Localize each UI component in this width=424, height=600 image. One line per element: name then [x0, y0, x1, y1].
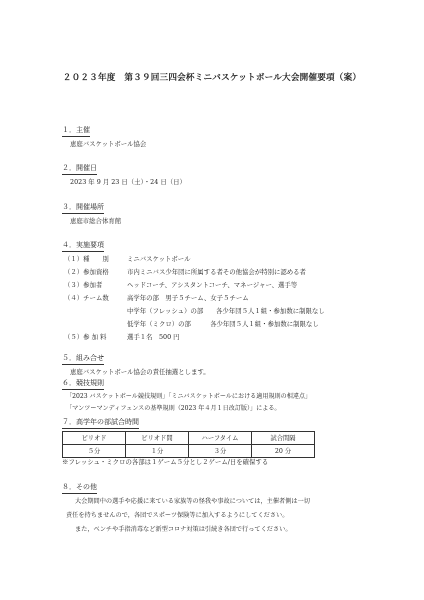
venue-text: 恵庭市総合体育館: [70, 217, 122, 225]
section-1-heading: １．主催: [62, 126, 90, 137]
rules-line-1: 「2023 バスケットボール競技規則」「ミニバスケットボールにおける適用規則の相違点」: [66, 393, 312, 400]
table-header-row: [63, 432, 315, 445]
other-line-1: 大会期間中の選手や応援に来ている家族等の怪我や事故については，主催者側は一切: [75, 498, 310, 505]
table-note: ※フレッシュ・ミクロの各部は１ゲーム５分とし２ゲーム/日を確保する: [62, 458, 269, 466]
section-8-heading: ８．その他: [62, 483, 97, 494]
list-item: [127, 307, 325, 316]
table-cell: 20 分: [252, 445, 315, 458]
table-header-cell: ハーフタイム: [189, 432, 252, 445]
list-item: [64, 281, 297, 290]
draw-text: 恵庭バスケットボール協会の責任抽選とします。: [70, 368, 210, 376]
table-row: [63, 445, 315, 458]
item-value: 低学年（ミクロ）の部 各少年団５人１組・参加数に制限なし: [127, 320, 319, 328]
section-4-heading: ４．実施要項: [62, 241, 104, 252]
table-cell: １分: [126, 445, 189, 458]
item-label: （５）参 加 料: [64, 333, 107, 341]
item-value: 市内ミニバス少年団に所属する者その他協会が特別に認める者: [127, 268, 306, 276]
list-item: [64, 268, 306, 277]
list-item: [64, 333, 180, 342]
table-cell: ３分: [189, 445, 252, 458]
item-value: 中学年（フレッシュ）の部 各少年団５人１組・参加数に制限なし: [127, 307, 325, 315]
document-title: ２０２３年度 第３９回三四会杯ミニバスケットボール大会開催要項（案）: [62, 73, 362, 83]
item-value: 高学年の部 男子５チーム、女子５チーム: [127, 294, 249, 302]
list-item: [127, 320, 319, 329]
list-item: [64, 294, 249, 303]
list-item: [64, 255, 190, 264]
item-label: （３）参加者: [64, 281, 103, 289]
event-date-text: 2023 年 9 月 23 日（土）・24 日（日）: [70, 178, 186, 186]
table-header-cell: ピリオド: [63, 432, 126, 445]
section-2-heading: ２．開催日: [62, 164, 97, 175]
item-label: （２）参加資格: [64, 268, 109, 276]
table-header-cell: ピリオド間: [126, 432, 189, 445]
item-value: ミニバスケットボール: [127, 255, 191, 263]
item-value: ヘッドコーチ、アシスタントコーチ、マネージャー、選手等: [127, 281, 298, 289]
item-label: （４）チーム数: [64, 294, 109, 302]
table-cell: ５分: [63, 445, 126, 458]
section-7-heading: ７．高学年の部試合時間: [62, 418, 139, 429]
section-3-heading: ３．開催場所: [62, 203, 104, 214]
item-label: （１）種 別: [64, 255, 109, 263]
item-value: 選手１名 500 円: [127, 333, 180, 341]
section-5-heading: ５．組み合せ: [62, 354, 104, 365]
section-6-heading: ６．競技規則: [62, 379, 104, 390]
other-line-2: 責任を持ちませんので，各団でスポーツ保険等に加入するようにしてください。: [66, 512, 289, 519]
organizer-text: 恵庭バスケットボール協会: [70, 140, 147, 148]
rules-line-2: 「マンツーマンディフェンスの基準規則（2023 年４月１日改訂版）」による。: [66, 405, 281, 412]
other-line-3: また，ベンチや手指消毒など新型コロナ対策は引続き各団で行ってください。: [75, 526, 292, 533]
table-header-cell: 試合間隔: [252, 432, 315, 445]
game-time-table: [62, 431, 315, 458]
